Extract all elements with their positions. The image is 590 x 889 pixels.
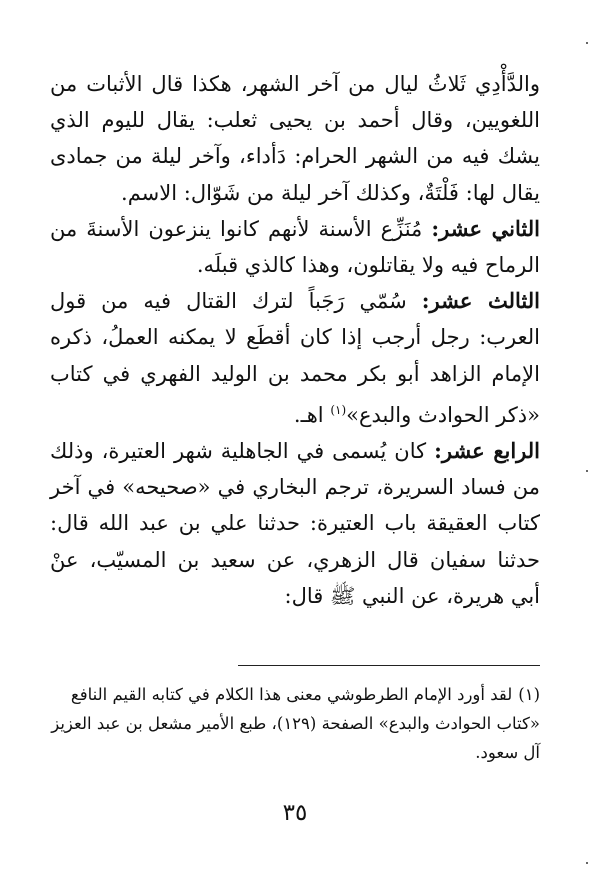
paragraph-3-after: اهـ. [293, 402, 331, 427]
paragraph-3-text: سُمّي رَجَباً لترك القتال فيه من قول العرب: رجل أرجب إذا كان أقطَع لا يمكنه العملُ، ذكره الإمام الزاهد أبو بكر محمد بن الوليد الفهري في كتاب «ذكر الحوادث والبدع» [50, 289, 540, 427]
paragraph-2 [50, 211, 540, 283]
main-text [50, 66, 540, 614]
edge-mark [586, 862, 588, 864]
footnote-text: لقد أورد الإمام الطرطوشي معنى هذا الكلام في كتابه القيم النافع «كتاب الحوادث والبدع» الصفحة (١٢٩)، طبع الأمير مشعل بن عبد العزيز آل سعود. [51, 685, 540, 762]
footnote [44, 680, 540, 767]
paragraph-4-heading: الرابع عشر: [434, 438, 541, 464]
edge-mark [586, 42, 588, 44]
edge-mark [586, 470, 588, 472]
footnote-divider [238, 665, 540, 666]
paragraph-4 [50, 433, 540, 614]
paragraph-2-heading: الثاني عشر: [431, 215, 540, 241]
paragraph-3-heading: الثالث عشر: [421, 288, 540, 314]
paragraph-1 [50, 66, 540, 211]
paragraph-2-text: مُنَزِّع الأسنة لأنهم كانوا ينزعون الأسنةَ من الرماح فيه ولا يقاتلون، وهذا كالذي قبلَه. [50, 216, 540, 278]
paragraph-1-text: والدَّأْدِي ثَلاثُ ليال من آخر الشهر، هكذا قال الأثبات من اللغويين، وقال أحمد بن يحيى ثعلب: يقال لليوم الذي يشك فيه من الشهر الحرام: دَأداء، وآخر ليلة من جمادى يقال لها: فَلْتَةٌ، وكذلك آخر ليلة من شَوّال: الاسم. [50, 72, 540, 205]
footnote-number: (١) [518, 685, 540, 704]
page-number: ٣٥ [282, 800, 308, 826]
paragraph-3 [50, 283, 540, 433]
paragraph-4-text: كان يُسمى في الجاهلية شهر العتيرة، وذلك من فساد السريرة، ترجم البخاري في «صحيحه» في آخر كتاب العقيقة باب العتيرة: حدثنا علي بن عبد الله قال: حدثنا سفيان قال الزهري، عن سعيد بن المسيّب، عنْ أبي هريرة، عن النبي ﷺ قال: [50, 439, 540, 608]
footnote-reference[interactable]: (١) [330, 402, 347, 417]
